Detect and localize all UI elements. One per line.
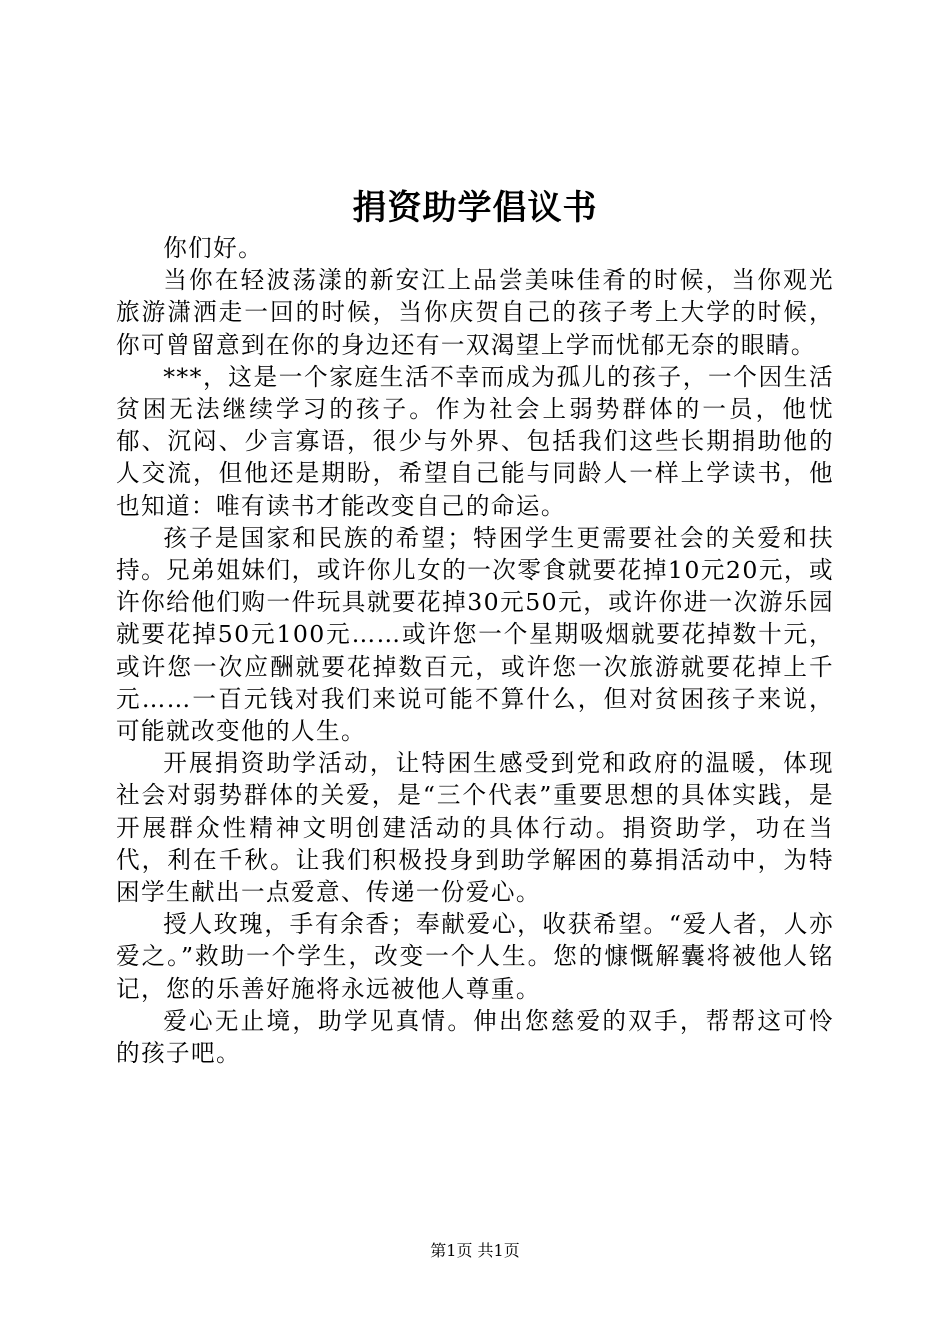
body-paragraph-4: 开展捐资助学活动，让特困生感受到党和政府的温暖，体现社会对弱势群体的关爱，是“三个代表”重要思想的具体实践，是开展群众性精神文明创建活动的具体行动。捐资助学，功在当代，利在千秋。让我们积极投身到助学解困的募捐活动中，为特困学生献出一点爱意、传递一份爱心。 — [116, 749, 834, 907]
closing-paragraph: 爱心无止境，助学见真情。伸出您慈爱的双手，帮帮这可怜的孩子吧。 — [116, 1006, 834, 1068]
body-paragraph-2: ***，这是一个家庭生活不幸而成为孤儿的孩子，一个因生活贫困无法继续学习的孩子。作为社会上弱势群体的一员，他忧郁、沉闷、少言寡语，很少与外界、包括我们这些长期捐助他的人交流，但他还是期盼，希望自己能与同龄人一样上学读书，他也知道：唯有读书才能改变自己的命运。 — [116, 362, 834, 520]
body-paragraph-3: 孩子是国家和民族的希望；特困学生更需要社会的关爱和扶持。兄弟姐妹们，或许你儿女的一次零食就要花掉10元20元，或许你给他们购一件玩具就要花掉30元50元，或许你进一次游乐园就要花掉50元100元……或许您一个星期吸烟就要花掉数十元，或许您一次应酬就要花掉数百元，或许您一次旅游就要花掉上千元……一百元钱对我们来说可能不算什么，但对贫困孩子来说，可能就改变他的人生。 — [116, 523, 834, 746]
body-paragraph-1: 当你在轻波荡漾的新安江上品尝美味佳肴的时候，当你观光旅游潇洒走一回的时候，当你庆贺自己的孩子考上大学的时候，你可曾留意到在你的身边还有一双渴望上学而忧郁无奈的眼睛。 — [116, 266, 834, 359]
document-body — [116, 232, 834, 1069]
body-paragraph-5: 授人玫瑰，手有余香；奉献爱心，收获希望。“爱人者，人亦爱之。”救助一个学生，改变一个人生。您的慷慨解囊将被他人铭记，您的乐善好施将永远被他人尊重。 — [116, 910, 834, 1003]
greeting-paragraph: 你们好。 — [163, 234, 264, 262]
document-title: 捐资助学倡议书 — [352, 188, 598, 228]
page-footer: 第1页 共1页 — [430, 1241, 520, 1260]
